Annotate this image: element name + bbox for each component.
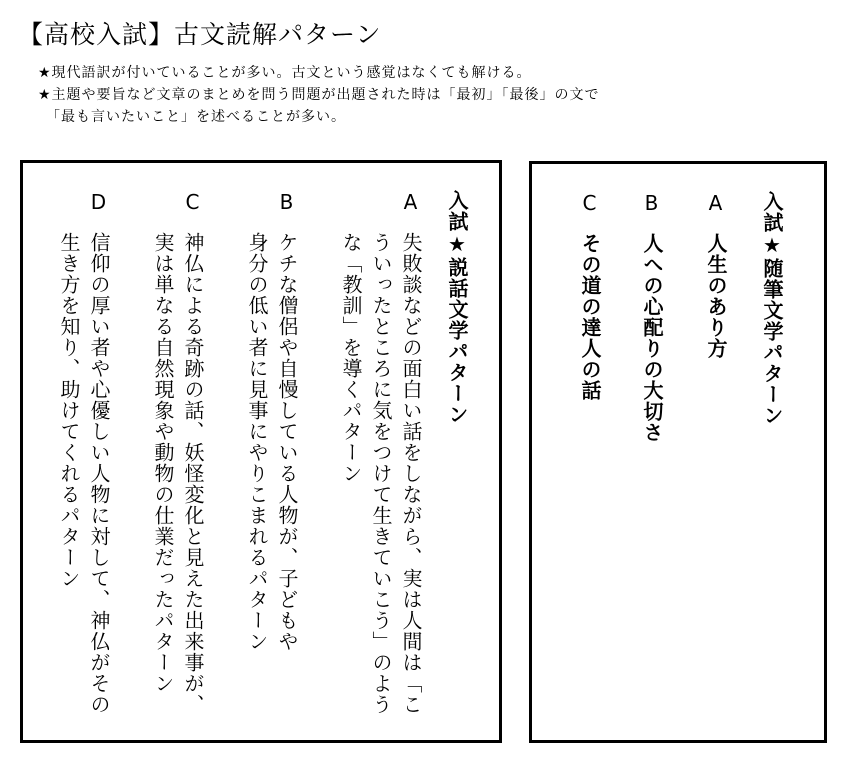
essay-item-b: 人への心配りの大切さ [640, 233, 664, 443]
essay-heading: 入試★随筆文学パターン [760, 191, 784, 426]
essay-pattern-box [529, 161, 827, 743]
page-title: 【高校入試】古文読解パターン [18, 20, 382, 49]
essay-item-letter-c: C [582, 191, 598, 215]
essay-item-letter-b: B [644, 191, 660, 215]
story-item-b-line-1: ケチな僧侶や自慢している人物が、子どもや [275, 232, 299, 652]
essay-item-a: 人生のあり方 [704, 233, 728, 359]
story-pattern-box [20, 160, 502, 743]
note-line: ★主題や要旨など文章のまとめを問う問題が出題された時は「最初」「最後」の文で [38, 87, 600, 103]
story-item-letter-b: B [279, 190, 295, 214]
note-line: 「最も言いたいこと」を述べることが多い。 [46, 109, 346, 125]
story-item-c-line-2: 実は単なる自然現象や動物の仕業だったパターン [151, 232, 175, 694]
essay-item-letter-a: A [708, 191, 724, 215]
story-item-letter-a: A [403, 190, 419, 214]
story-heading: 入試★説話文学パターン [445, 190, 469, 425]
story-item-a-line-1: 失敗談などの面白い話をしながら、実は人間は「こ [399, 232, 423, 715]
story-item-letter-c: C [185, 190, 201, 214]
story-item-c-line-1: 神仏による奇跡の話、妖怪変化と見えた出来事が、 [181, 232, 205, 715]
story-item-a-line-3: な「教訓」を導くパターン [339, 232, 363, 484]
story-item-d-line-2: 生き方を知り、助けてくれるパターン [57, 232, 81, 589]
story-item-letter-d: D [90, 190, 108, 214]
notes [38, 62, 600, 128]
story-item-a-line-2: ういったところに気をつけて生きていこう」のよう [369, 232, 393, 715]
note-line: ★現代語訳が付いていることが多い。古文という感覚はなくても解ける。 [38, 65, 532, 81]
essay-item-c: その道の達人の話 [578, 233, 602, 401]
story-item-b-line-2: 身分の低い者に見事にやりこまれるパターン [245, 232, 269, 652]
story-item-d-line-1: 信仰の厚い者や心優しい人物に対して、神仏がその [87, 232, 111, 715]
